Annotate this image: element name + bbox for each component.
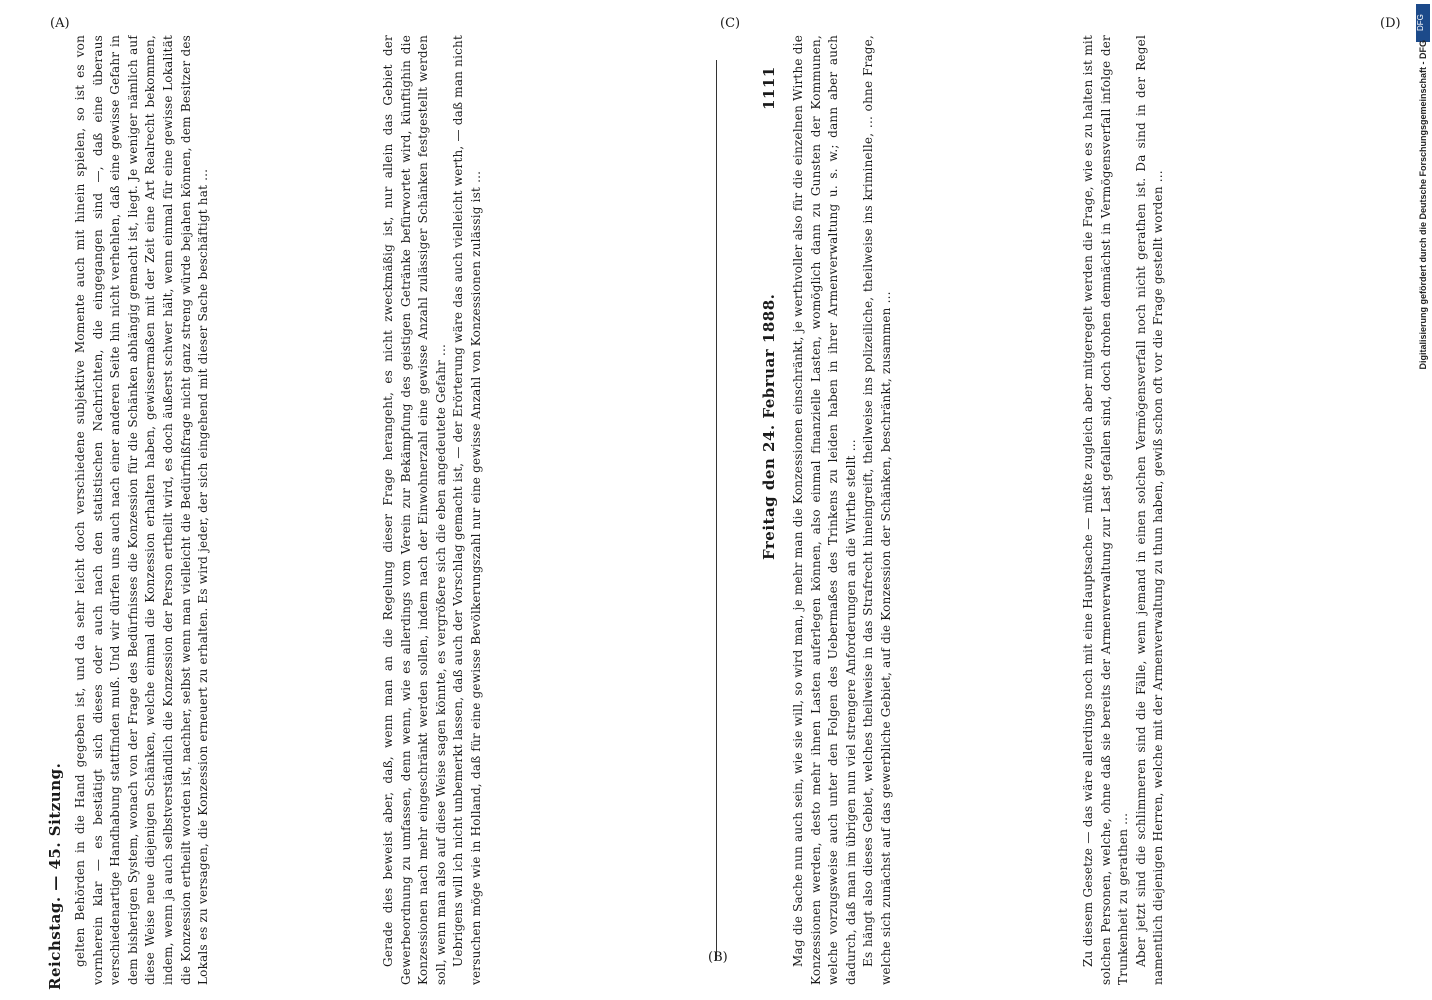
margin-mark-d: (D) [1380, 16, 1401, 31]
column-3-paragraph-1: Mag die Sache nun auch sein, wie sie will, so wird man, je mehr man die Konzessionen einschränkt, je werthvoller also für die einzelnen Wirthe die Konzessionen werden, desto mehr ihnen Lasten auferlegen können, also einmal finanzielle Lasten, womöglich dann zu Gunsten der Kommunen, welche vorzugsweise auch unter den Folgen des Uebermaßes des Trinkens zu leiden haben in ihrer Armenverwaltung u. s. w.; dann aber auch dadurch, daß man im übrigen nun viel strengere Anforderungen an die Wirthe stellt ... [791, 35, 858, 985]
column-3-paragraph-2: Es hängt also dieses Gebiet, welches theilweise in das Strafrecht hineingreift, theilweise ins polizeiliche, theilweise ins kriminelle, ... ohne Frage, welche sich zunächst auf das gewerbliche Gebiet, auf die Konzession der Schänken, beschränkt, zusammen ... [861, 35, 893, 985]
column-1-paragraph-1: gelten Behörden in die Hand gegeben ist, und da sehr leicht doch verschiedene subjektive Momente auch mit hinein spielen, so ist es von vornherein klar — es bestätigt sich dieses oder auch nach den statistischen Nachrichten, die eingegangen sind —, daß eine überaus verschiedenartige Handhabung stattfinden muß. Und wir dürfen uns auch nach einer anderen Seite hin nicht verhehlen, daß eine gewisse Gefahr in dem bisherigen System, wonach von der Frage des Bedürfnisses die Konzession für die Schänken abhängig gemacht ist, liegt. Je weniger nämlich auf diese Weise neue diejenigen Schänken, welche einmal die Konzession erhalten haben, gewissermaßen mit der Zeit eine Art Realrecht bekommen, indem, wenn ja auch selbstverständlich die Konzession der Person ertheilt wird, es doch äußerst schwer hält, wenn einmal für eine gewisse Lokalität die Konzession ertheilt worden ist, nachher, selbst wenn man vielleicht die Bedürfnißfrage nicht ganz streng würde bejahen können, dem Besitzer des Lokals es zu versagen, die Konzession erneuert zu erhalten. Es wird jeder, der sich eingehend mit dieser Sache beschäftigt hat ... [73, 35, 211, 985]
margin-mark-a: (A) [50, 16, 70, 31]
digitization-credit: Digitalisierung gefördert durch die Deutsche Forschungsgemeinschaft - DFG [1418, 40, 1428, 370]
margin-mark-b: (B) [708, 950, 728, 965]
margin-mark-c: (C) [720, 16, 741, 31]
text-column-2 [380, 35, 710, 985]
page-number [760, 66, 778, 110]
running-head-left-text: Reichstag. — 45. Sitzung. [46, 762, 64, 990]
text-column-1 [72, 35, 372, 985]
column-rule-center [716, 60, 717, 960]
text-column-4 [1080, 35, 1390, 985]
text-column-3 [790, 35, 1070, 985]
column-2-paragraph-1: Gerade dies beweist aber, daß, wenn man an die Regelung dieser Frage herangeht, es nicht zweckmäßig ist, nur allein das Gebiet der Gewerbeordnung zu umfassen, denn wenn, wie es allerdings vom Verein zur Bekämpfung des geistigen Getränke befürwortet wird, künftighin die Konzessionen nach mehr eingeschränkt werden sollen, indem nach der Einwohnerzahl eine gewisse Anzahl zulässiger Schänken festgestellt werden soll, wenn man also auf diese Weise sagen könnte, es vergrößere sich die eben angedeutete Gefahr ... [381, 35, 448, 985]
running-head-right [760, 294, 778, 560]
column-4-paragraph-1: Zu diesem Gesetze — das wäre allerdings noch mit eine Hauptsache — müßte zugleich aber mitgeregelt werden die Frage, wie es zu halten ist mit solchen Personen, welche, ohne daß sie bereits der Armenverwaltung zur Last gefallen sind, doch drohen demnächst in Vermögensverfall infolge der Trunkenheit zu gerathen ... [1081, 35, 1131, 985]
column-2-paragraph-2: Uebrigens will ich nicht unbemerkt lassen, daß auch der Vorschlag gemacht ist, — der Erörterung wäre das auch vielleicht werth, — daß man nicht versuchen möge wie in Holland, daß für eine gewisse Bevölkerungszahl nur eine gewisse Anzahl von Konzessionen zulässig ist ... [451, 35, 483, 985]
dfg-logo-badge: DFG [1416, 4, 1430, 42]
running-head-right-text: Freitag den 24. Februar 1888. [760, 293, 778, 560]
page-number-text: 1111 [760, 66, 778, 110]
column-4-paragraph-2: Aber jetzt sind die schlimmeren sind die Fälle, wenn jemand in einen solchen Vermögensverfall noch nicht gerathen ist. Da sind in der Regel namentlich diejenigen Herren, welche mit der Armenverwaltung zu thun haben, gewiß schon oft vor die Frage gestellt worden ... [1133, 35, 1166, 985]
running-head-left [46, 763, 64, 990]
